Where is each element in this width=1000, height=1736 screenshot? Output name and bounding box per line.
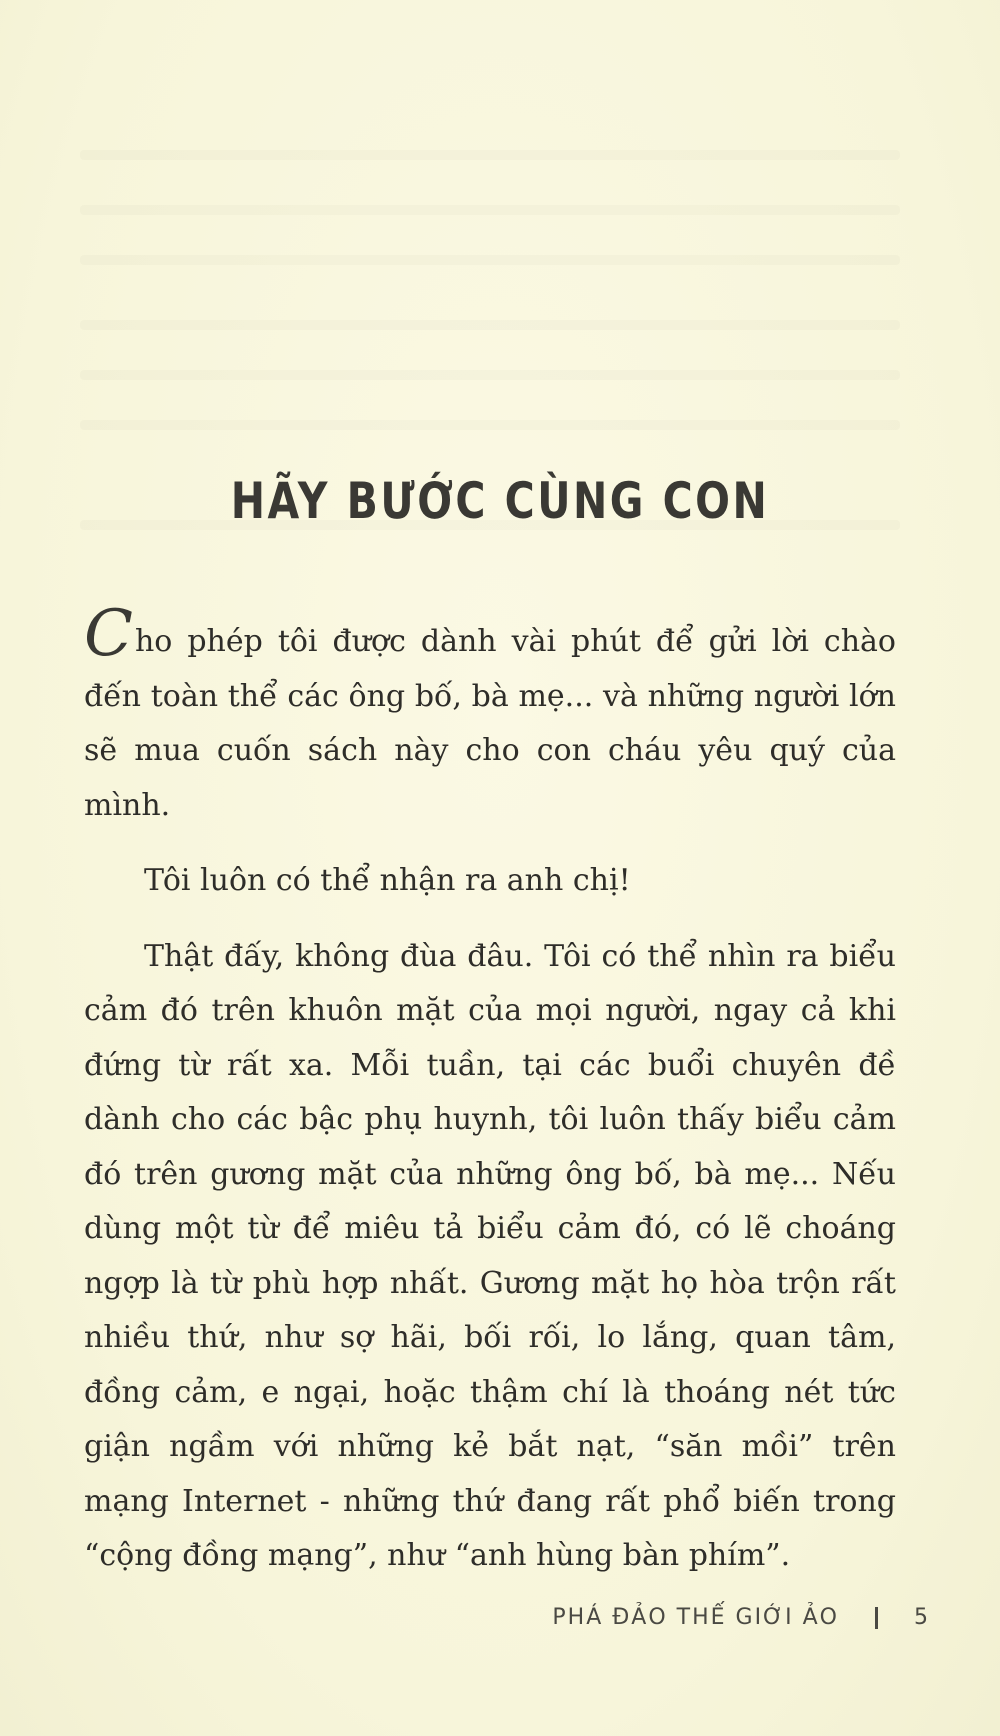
bleed-through-line (80, 150, 900, 160)
chapter-title: HÃY BƯỚC CÙNG CON (230, 472, 770, 530)
footer-separator (875, 1607, 878, 1629)
paragraph: Tôi luôn có thể nhận ra anh chị! (144, 863, 631, 898)
page-footer (552, 1605, 930, 1630)
page-number: 5 (914, 1605, 930, 1630)
paragraph-opening (84, 597, 896, 833)
bleed-through-line (80, 255, 900, 265)
paragraph-text: ho phép tôi được dành vài phút để gửi lời chào đến toàn thể các ông bố, bà mẹ... và những người lớn sẽ mua cuốn sách này cho con cháu yêu quý của mình. (84, 624, 896, 823)
body-text (84, 597, 896, 1605)
drop-cap: C (84, 597, 133, 671)
bleed-through-line (80, 320, 900, 330)
bleed-through-line (80, 205, 900, 215)
running-book-title: PHÁ ĐẢO THẾ GIỚI ẢO (552, 1605, 839, 1630)
bleed-through-line (80, 370, 900, 380)
bleed-through-line (80, 420, 900, 430)
paragraph: Thật đấy, không đùa đâu. Tôi có thể nhìn ra biểu cảm đó trên khuôn mặt của mọi người, ngay cả khi đứng từ rất xa. Mỗi tuần, tại các buổi chuyên đề dành cho các bậc phụ huynh, tôi luôn thấy biểu cảm đó trên gương mặt của những ông bố, bà mẹ... Nếu dùng một từ để miêu tả biểu cảm đó, có lẽ choáng ngợp là từ phù hợp nhất. Gương mặt họ hòa trộn rất nhiều thứ, như sợ hãi, bối rối, lo lắng, quan tâm, đồng cảm, e ngại, hoặc thậm chí là thoáng nét tức giận ngầm với những kẻ bắt nạt, “săn mồi” trên mạng Internet - những thứ đang rất phổ biến trong “cộng đồng mạng”, như “anh hùng bàn phím”. (84, 938, 896, 1573)
